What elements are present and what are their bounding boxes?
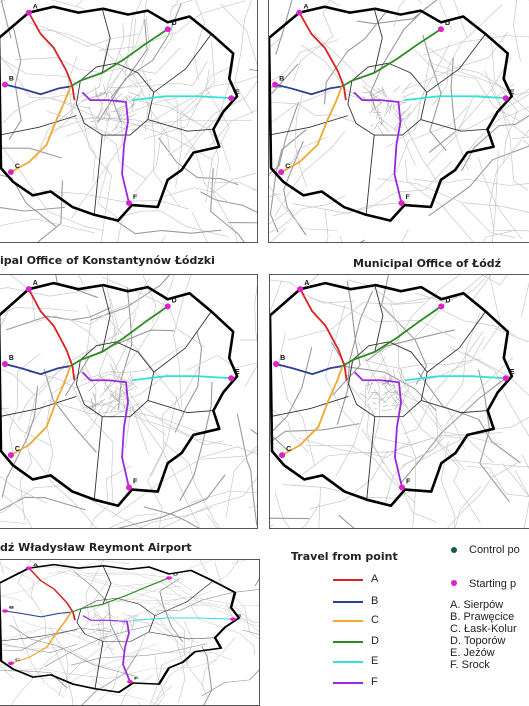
route-label: B — [371, 595, 379, 607]
route-swatch — [333, 579, 363, 581]
map-svg — [269, 0, 529, 242]
map-svg — [0, 275, 257, 528]
svg-text:E: E — [509, 369, 515, 377]
map-svg — [0, 560, 259, 705]
route-swatch — [333, 620, 363, 622]
point-item: C. Łask-Kolur — [450, 623, 517, 635]
svg-text:C: C — [14, 446, 20, 454]
svg-text:A: A — [303, 3, 309, 11]
control-point-label: Control po — [469, 544, 520, 556]
map-panel-top-right — [268, 0, 529, 243]
point-item: E. Jeżów — [450, 647, 495, 659]
route-label: A — [371, 573, 379, 585]
svg-text:E: E — [237, 614, 242, 619]
point-item: F. Srock — [450, 659, 490, 671]
route-label: E — [371, 655, 379, 667]
svg-text:B: B — [9, 605, 15, 611]
svg-text:F: F — [405, 194, 410, 202]
svg-text:A: A — [32, 280, 38, 288]
map-panel-top-left — [0, 0, 258, 243]
map-panel-mid-right — [269, 274, 529, 529]
svg-text:F: F — [406, 478, 411, 486]
route-swatch — [333, 682, 363, 684]
caption-mid-left: dź Władysław Reymont Airport — [0, 541, 192, 554]
caption-top-left: ipal Office of Konstantynów Łódzki — [0, 254, 215, 267]
point-list — [450, 599, 517, 671]
svg-text:B: B — [279, 75, 285, 83]
svg-text:C: C — [285, 163, 291, 171]
svg-text:C: C — [286, 446, 292, 454]
svg-text:B: B — [8, 354, 14, 363]
svg-text:F: F — [132, 194, 138, 202]
point-item: A. Sierpów — [450, 599, 504, 611]
map-svg — [270, 275, 529, 528]
svg-text:A: A — [32, 3, 38, 11]
svg-text:D: D — [173, 572, 179, 578]
svg-text:C: C — [14, 163, 20, 171]
caption-top-right: Municipal Office of Łódź — [353, 257, 502, 270]
map-panel-mid-left — [0, 274, 258, 529]
route-label: F — [371, 676, 378, 688]
svg-text:D: D — [445, 20, 451, 28]
point-item: D. Toporów — [450, 635, 506, 647]
starting-point-icon — [451, 580, 457, 586]
svg-text:A: A — [33, 562, 39, 568]
route-label: D — [371, 635, 379, 647]
route-swatch — [333, 661, 363, 663]
route-swatch — [333, 601, 363, 603]
svg-text:E: E — [235, 369, 240, 377]
control-point-icon — [451, 547, 457, 553]
point-item: B. Prawęcice — [450, 611, 515, 623]
svg-text:E: E — [509, 89, 515, 97]
svg-text:D: D — [445, 297, 451, 305]
legend-title: Travel from point — [291, 550, 398, 563]
route-swatch — [333, 641, 363, 643]
svg-text:D: D — [171, 297, 177, 305]
svg-text:C: C — [15, 658, 21, 663]
map-svg — [0, 0, 257, 242]
svg-text:B: B — [280, 354, 286, 363]
svg-text:E: E — [235, 89, 240, 97]
svg-text:A: A — [304, 280, 310, 288]
map-panel-bottom-left — [0, 559, 260, 706]
svg-text:F: F — [132, 478, 138, 486]
starting-point-label: Starting p — [469, 578, 517, 590]
route-label: C — [371, 614, 379, 626]
svg-text:F: F — [134, 676, 139, 681]
svg-text:D: D — [171, 20, 177, 28]
svg-text:B: B — [8, 75, 14, 83]
